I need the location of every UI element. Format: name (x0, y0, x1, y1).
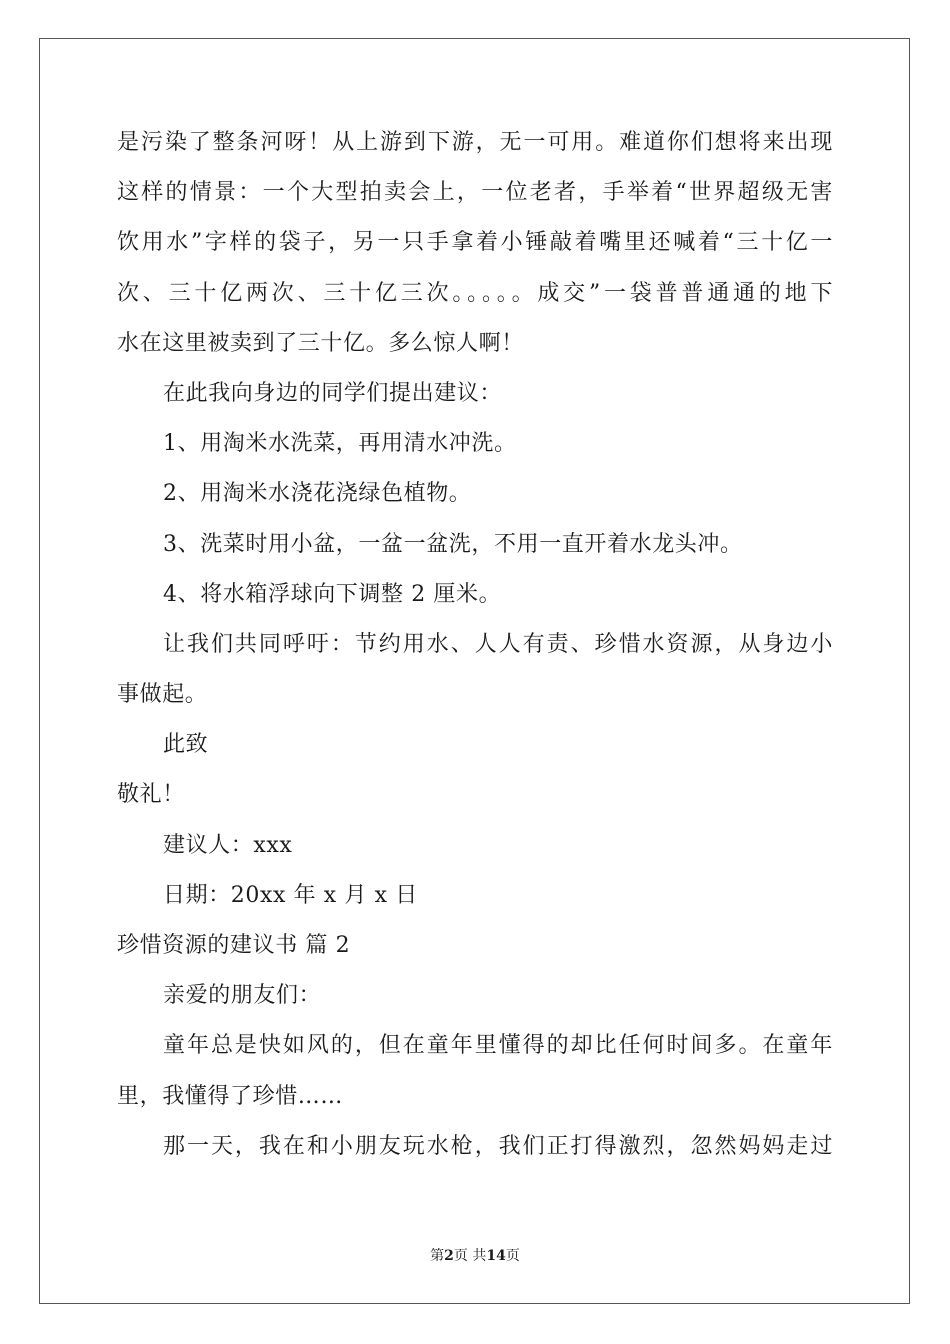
text-line: 在此我向身边的同学们提出建议： (163, 380, 503, 406)
text-line: 里，我懂得了珍惜…… (117, 1083, 344, 1109)
text-line: 建议人：xxx (163, 832, 293, 858)
text-line: 1、用淘米水洗菜，再用清水冲洗。 (163, 431, 517, 457)
footer-suffix: 页 (505, 1248, 520, 1264)
text-line: 次、三十亿两次、三十亿三次。。。。。成交”一袋普普通通的地下 (117, 280, 833, 306)
text-line: 饮用水”字样的袋子，另一只手拿着小锤敲着嘴里还喊着“三十亿一 (117, 230, 833, 256)
page-footer (0, 1247, 950, 1265)
text-line: 亲爱的朋友们： (163, 983, 322, 1009)
text-line: 童年总是快如风的，但在童年里懂得的却比任何时间多。在童年 (163, 1033, 833, 1059)
text-line: 这样的情景：一个大型拍卖会上，一位老者，手举着“世界超级无害 (117, 180, 833, 206)
text-line: 4、将水箱浮球向下调整 2 厘米。 (163, 581, 502, 607)
footer-prefix: 第 (430, 1248, 445, 1264)
current-page-number: 2 (444, 1248, 454, 1264)
text-line: 此致 (163, 732, 209, 758)
text-line: 敬礼！ (117, 782, 185, 808)
text-line: 日期：20xx 年 x 月 x 日 (163, 882, 418, 908)
footer-middle: 页 共 (453, 1248, 487, 1264)
text-line: 2、用淘米水浇花浇绿色植物。 (163, 481, 472, 507)
text-line: 让我们共同呼吁：节约用水、人人有责、珍惜水资源，从身边小 (163, 631, 833, 657)
text-line: 事做起。 (117, 682, 208, 708)
text-line: 水在这里被卖到了三十亿。多么惊人啊！ (117, 330, 524, 356)
text-line: 3、洗菜时用小盆，一盆一盆洗，不用一直开着水龙头冲。 (163, 531, 743, 557)
total-page-count: 14 (486, 1248, 506, 1264)
text-line: 珍惜资源的建议书 篇 2 (117, 933, 351, 958)
text-line: 那一天，我在和小朋友玩水枪，我们正打得激烈，忽然妈妈走过 (163, 1133, 833, 1159)
document-body (117, 128, 833, 1182)
text-line: 是污染了整条河呀！从上游到下游，无一可用。难道你们想将来出现 (117, 130, 833, 155)
